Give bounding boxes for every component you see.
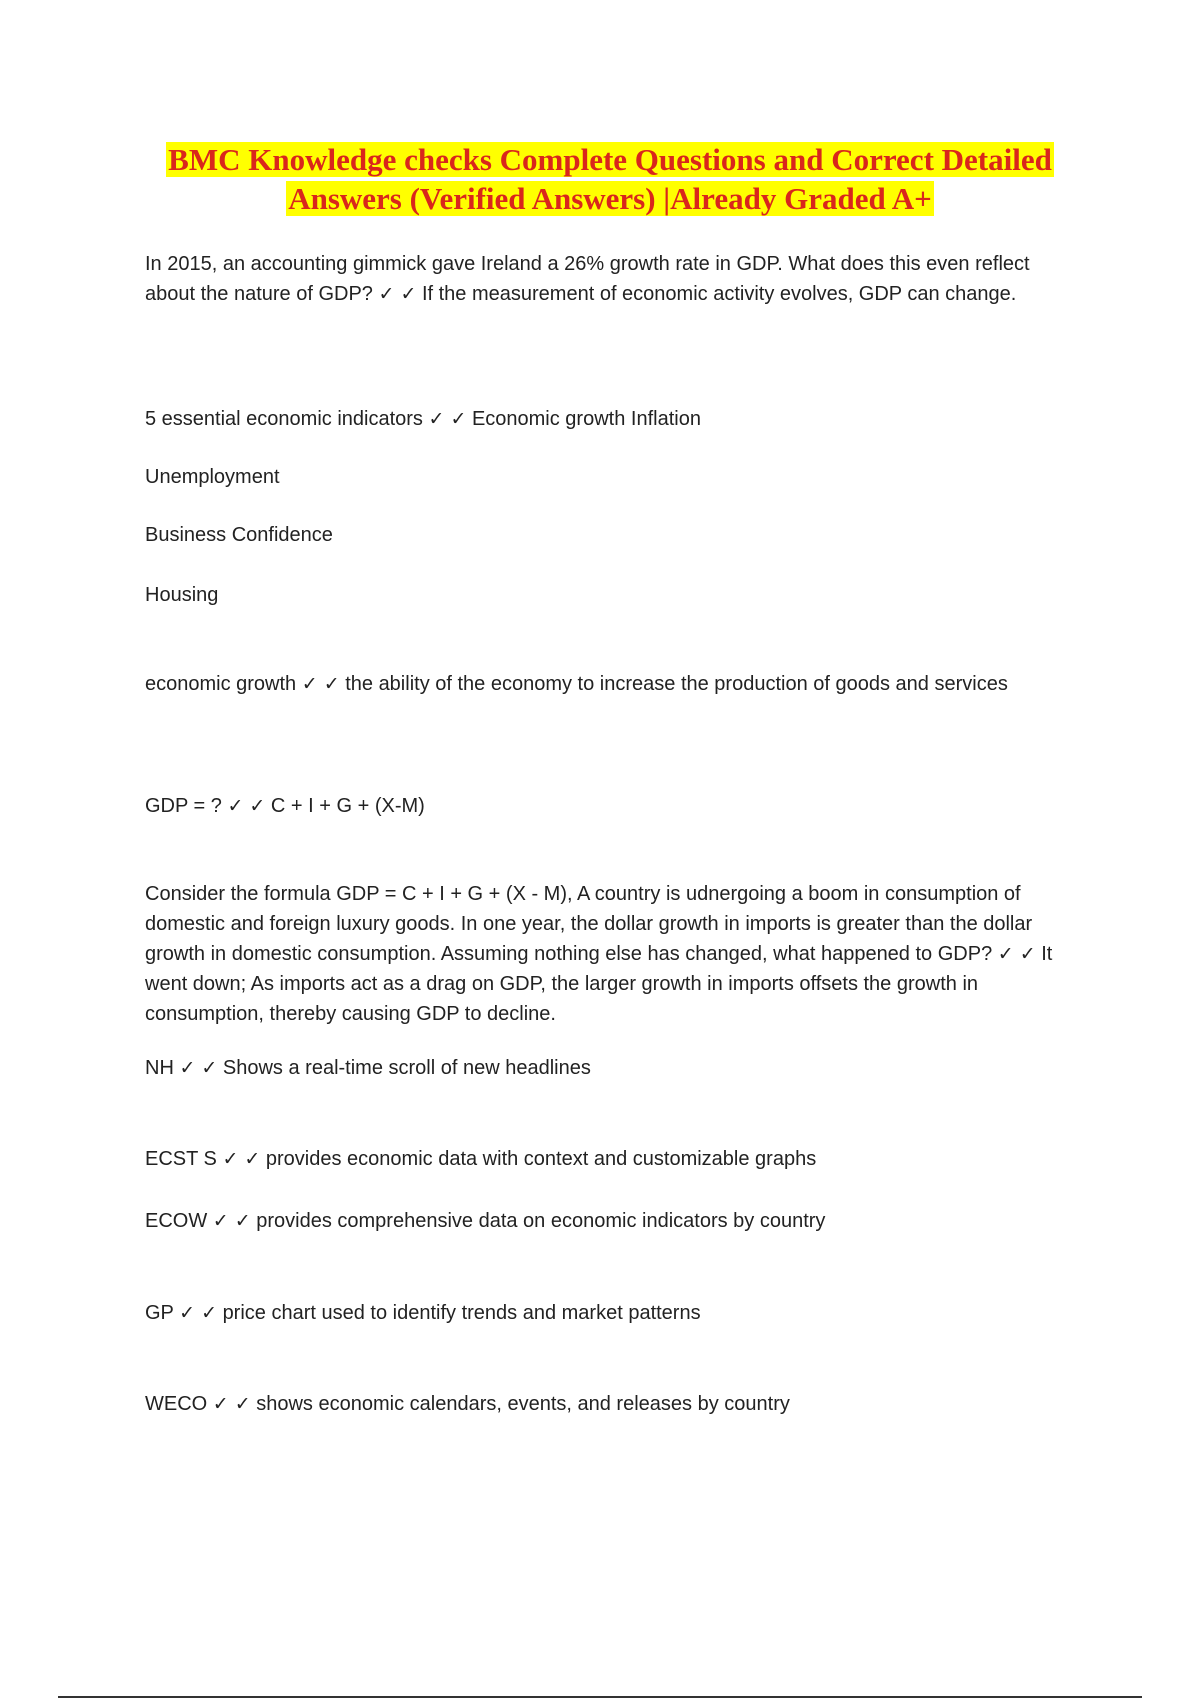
footer-divider — [58, 1696, 1142, 1698]
indicator-unemployment: Unemployment — [145, 466, 280, 488]
qa-entry-weco — [145, 1389, 1085, 1419]
check-icon: ✓ ✓ — [227, 795, 266, 817]
question-text: In 2015, an accounting gimmick gave Ireland a 26% growth rate in GDP. What does this even reflect about the nature of GDP? — [145, 253, 1030, 305]
check-icon: ✓ ✓ — [378, 283, 417, 305]
title-line-1: BMC Knowledge checks Complete Questions and Correct Detailed — [168, 142, 1052, 177]
answer-text: Shows a real-time scroll of new headlines — [222, 1057, 591, 1079]
check-icon: ✓ ✓ — [179, 1302, 217, 1324]
answer-text: provides comprehensive data on economic indicators by country — [256, 1210, 826, 1232]
qa-entry-economic-growth — [145, 669, 1085, 699]
question-text: WECO — [145, 1393, 208, 1415]
check-icon: ✓ ✓ — [179, 1057, 218, 1079]
title-line-2: Answers (Verified Answers) |Already Graded A+ — [288, 181, 932, 216]
qa-entry-gp — [145, 1298, 1085, 1328]
question-text: ECST S — [145, 1148, 217, 1170]
document-title — [140, 140, 1080, 218]
indicator-housing: Housing — [145, 584, 219, 606]
question-text: economic growth — [145, 673, 297, 695]
check-icon: ✓ ✓ — [301, 673, 340, 695]
question-text: NH — [145, 1057, 174, 1079]
answer-text: Economic growth Inflation — [471, 408, 701, 430]
question-text: GDP = ? — [145, 795, 222, 817]
check-icon: ✓ ✓ — [428, 408, 467, 430]
check-icon: ✓ ✓ — [997, 943, 1036, 965]
question-text: ECOW — [145, 1210, 208, 1232]
check-icon: ✓ ✓ — [212, 1393, 251, 1415]
qa-entry-ireland-gdp — [145, 249, 1085, 309]
question-text: Consider the formula GDP = C + I + G + (X - M), A country is udnergoing a boom in consumption of domestic and foreign luxury goods. In one year, the dollar growth in imports is greater than the dollar growth in domestic consumption. Assuming nothing else has changed, what happened to GDP? — [145, 883, 1033, 965]
indicator-business-confidence: Business Confidence — [145, 524, 333, 546]
qa-entry-ecow — [145, 1206, 1085, 1236]
answer-text: If the measurement of economic activity evolves, GDP can change. — [421, 283, 1017, 305]
qa-entry-indicators — [145, 404, 1085, 434]
check-icon: ✓ ✓ — [222, 1148, 261, 1170]
answer-text: price chart used to identify trends and market patterns — [222, 1302, 701, 1324]
answer-text: It went down; As imports act as a drag on GDP, the larger growth in imports offsets the growth in consumption, thereby causing GDP to decline. — [145, 943, 1053, 1025]
check-icon: ✓ ✓ — [212, 1210, 251, 1232]
question-text: 5 essential economic indicators — [145, 408, 423, 430]
answer-text: provides economic data with context and customizable graphs — [265, 1148, 817, 1170]
qa-entry-imports-boom — [145, 879, 1085, 1029]
qa-entry-ecst-s — [145, 1144, 1085, 1174]
qa-entry-nh — [145, 1053, 1085, 1083]
qa-entry-gdp-formula — [145, 791, 1085, 821]
question-text: GP — [145, 1302, 174, 1324]
answer-text: C + I + G + (X-M) — [270, 795, 425, 817]
answer-text: shows economic calendars, events, and releases by country — [256, 1393, 790, 1415]
answer-text: the ability of the economy to increase the production of goods and services — [345, 673, 1008, 695]
